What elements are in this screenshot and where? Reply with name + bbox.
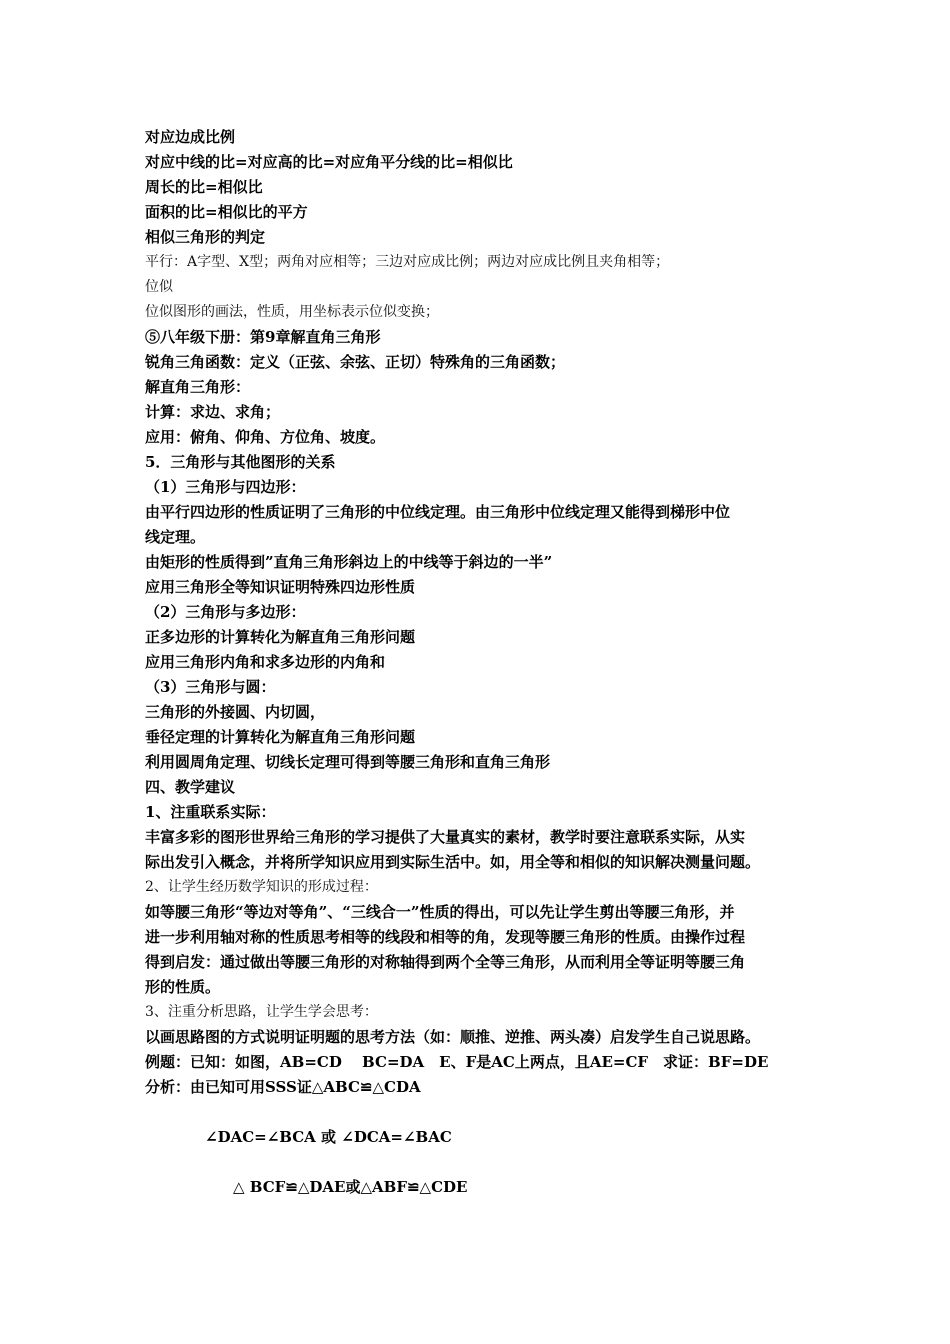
text-line: 丰富多彩的图形世界给三角形的学习提供了大量真实的素材，教学时要注意联系实际，从实 (145, 828, 746, 846)
reasoning-step: △ BCF≌△DAE或△ABF≌△CDE (233, 1178, 468, 1196)
text-line: 形的性质。 (145, 978, 221, 996)
text-line: 应用三角形全等知识证明特殊四边形性质 (145, 578, 416, 596)
subsection-heading: （2）三角形与多边形： (145, 603, 306, 621)
text-line: 对应边成比例 (145, 128, 236, 146)
text-line: 锐角三角函数：定义（正弦、余弦、正切）特殊角的三角函数； (145, 353, 566, 371)
subsection-heading: 2、让学生经历数学知识的形成过程： (145, 879, 378, 895)
text-line: 正多边形的计算转化为解直角三角形问题 (145, 628, 416, 646)
section-heading: ⑤八年级下册：第9章解直角三角形 (145, 328, 381, 346)
text-line: 际出发引入概念，并将所学知识应用到实际生活中。如，用全等和相似的知识解决测量问题。 (145, 853, 761, 871)
subsection-heading: 1、注重联系实际： (145, 803, 276, 821)
text-line: 如等腰三角形“等边对等角”、“三线合一”性质的得出，可以先让学生剪出等腰三角形，并 (145, 903, 735, 921)
text-line: 利用圆周角定理、切线长定理可得到等腰三角形和直角三角形 (145, 753, 551, 771)
text-line: 计算：求边、求角； (145, 403, 281, 421)
subsection-heading: 3、注重分析思路，让学生学会思考： (145, 1004, 378, 1020)
subsection-heading: （3）三角形与圆： (145, 678, 276, 696)
text-line: 平行：A字型、X型；两角对应相等；三边对应成比例；两边对应成比例且夹角相等； (145, 254, 670, 270)
text-line: 线定理。 (145, 528, 206, 546)
text-line: 由平行四边形的性质证明了三角形的中位线定理。由三角形中位线定理又能得到梯形中位 (145, 503, 731, 521)
analysis-line: 分析：由已知可用SSS证△ABC≌△CDA (145, 1078, 421, 1096)
section-heading: 5．三角形与其他图形的关系 (145, 453, 336, 471)
text-line: 进一步利用轴对称的性质思考相等的线段和相等的角，发现等腰三角形的性质。由操作过程 (145, 928, 746, 946)
text-line: 垂径定理的计算转化为解直角三角形问题 (145, 728, 416, 746)
example-line: 例题：已知：如图，AB=CD BC=DA E、F是AC上两点，且AE=CF 求证：BF=DE (145, 1053, 769, 1071)
text-line: 三角形的外接圆、内切圆， (145, 703, 326, 721)
text-line: 周长的比=相似比 (145, 178, 263, 196)
text-line: 应用：俯角、仰角、方位角、坡度。 (145, 428, 386, 446)
subsection-heading: （1）三角形与四边形： (145, 478, 306, 496)
text-line: 位似 (145, 279, 173, 295)
text-line: 由矩形的性质得到”直角三角形斜边上的中线等于斜边的一半” (145, 553, 553, 571)
reasoning-step: ∠DAC=∠BCA 或 ∠DCA=∠BAC (205, 1128, 452, 1146)
text-line: 应用三角形内角和求多边形的内角和 (145, 653, 386, 671)
text-line: 相似三角形的判定 (145, 228, 266, 246)
text-line: 面积的比=相似比的平方 (145, 203, 308, 221)
section-heading: 四、教学建议 (145, 778, 236, 796)
text-line: 得到启发：通过做出等腰三角形的对称轴得到两个全等三角形，从而利用全等证明等腰三角 (145, 953, 746, 971)
text-line: 解直角三角形： (145, 378, 251, 396)
text-line: 对应中线的比=对应高的比=对应角平分线的比=相似比 (145, 153, 513, 171)
text-line: 以画思路图的方式说明证明题的思考方法（如：顺推、逆推、两头凑）启发学生自己说思路。 (145, 1028, 761, 1046)
text-line: 位似图形的画法，性质，用坐标表示位似变换； (145, 304, 439, 320)
